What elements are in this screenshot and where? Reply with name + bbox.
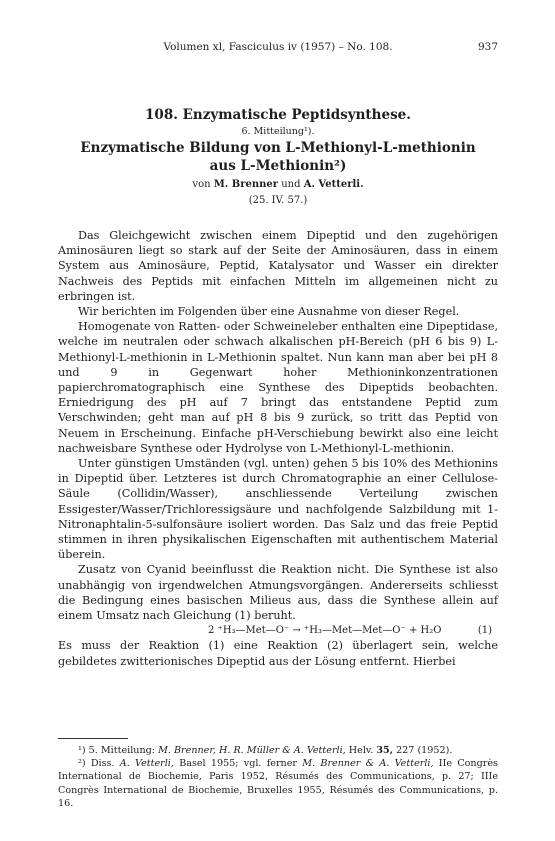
author-1: M. Brenner [213,179,279,190]
footnote-2-mid: Basel 1955; vgl. ferner [179,758,297,770]
footnote-1 [58,744,498,757]
footnote-1-authors: M. Brenner, H. R. Müller & A. Vetterli, [158,745,346,756]
footnote-1-mark: ¹) [78,745,86,756]
paragraph-3: Homogenate von Ratten- oder Schweineleber enthalten eine Dipeptidase, welche im neutralen oder schwach alkalischen pH-Bereich (pH 6 bis 9) L-Methionyl-L-methionin in L-Methionin spaltet. Nun kann man aber bei pH 8 und 9 in Gegenwart hoher Methioninkonzentrationen papierchromatographisch eine Synthese des Dipeptids beobachten. Erniedrigung des pH auf 7 bringt das entstandene Peptid zum Verschwinden; geht man auf pH 8 bis 9 zurück, so tritt das Peptid von Neuem in Erscheinung. Einfache pH-Verschiebung bewirkt also eine leicht nachweisbare Synthese oder Hydrolyse von L-Methionyl-L-methionin. [58,320,498,455]
footnote-2-label: Diss. [90,758,115,770]
article-series-note: 6. Mitteilung¹). [241,126,315,137]
footnote-2-mark: ²) [78,758,86,770]
equation-1 [58,623,498,638]
article-title: 108. Enzymatische Peptidsynthese. [145,107,411,123]
paragraph-2: Wir berichten im Folgenden über eine Ausnahme von dieser Regel. [78,305,460,319]
equation-number: (1) [477,625,492,637]
footnote-1-volume: 35, [376,745,394,756]
footnote-2-author: A. Vetterli, [119,758,174,770]
footnotes [58,744,498,810]
paragraph-5: Zusatz von Cyanid beeinflusst die Reaktion nicht. Die Synthese ist also unabhängig von irgendwelchen Atmungsvorgängen. Andererseits schliesst die Bedingung eines basischen Milieus aus, dass die Synthese allein auf einem Umsatz nach Gleichung (1) beruht. [58,563,498,623]
footnote-2-rest: IIe Congrès International de Biochemie, Paris 1952, Résumés des Communications, p. 27; IIIe Congrès International de Biochemie, Bruxelles 1955, Résumés des Communications, p. 16. [58,758,498,809]
paragraph-6: Es muss der Reaktion (1) eine Reaktion (2) überlagert sein, welche gebildetes zwitterionisches Dipeptid aus der Lösung entfernt. Hierbei [58,639,498,668]
running-header [58,40,498,54]
authors-prefix: von [192,179,211,190]
authors-and: und [281,179,301,190]
article-title-block [58,106,498,209]
equation-text: 2 ⁺H₃—Met—O⁻ → ⁺H₃—Met—Met—O⁻ + H₂O [208,625,442,637]
footnote-rule [58,738,128,739]
article-subtitle-line2: aus L-Methionin²) [209,158,347,174]
article-body [58,228,498,669]
footnote-2-authors: M. Brenner & A. Vetterli, [302,758,434,770]
article-date: (25. IV. 57.) [248,195,308,206]
footnote-1-rest: 227 (1952). [396,745,453,756]
footnote-2 [58,757,498,810]
footnote-1-journal: Helv. [348,745,374,756]
article-authors [58,177,498,193]
article-subtitle-line1: Enzymatische Bildung von L-Methionyl-L-methionin [80,140,476,156]
running-head-text: Volumen xl, Fasciculus iv (1957) – No. 108. [163,41,393,53]
paragraph-4: Unter günstigen Umständen (vgl. unten) gehen 5 bis 10% des Methionins in Dipeptid über. Letzteres ist durch Chromatographie an einer Cellulose-Säule (Collidin/Wasser), anschliessende Verteilung zwischen Essigester/Wasser/Trichloressigsäure und nachfolgende Salzbildung mit 1-Nitronaphtalin-5-sulfonsäure isoliert worden. Das Salz und das freie Peptid stimmen in ihren physikalischen Eigenschaften mit authentischem Material überein. [58,457,498,562]
footnote-1-label: 5. Mitteilung: [88,745,156,756]
author-2: A. Vetterli. [303,179,364,190]
paragraph-1: Das Gleichgewicht zwischen einem Dipeptid und den zugehörigen Aminosäuren liegt so stark auf der Seite der Aminosäuren, dass in einem System aus Aminosäure, Peptid, Katalysator und Wasser ein direkter Nachweis des Peptids mit einfachen Mitteln im allgemeinen nicht zu erbringen ist. [58,229,498,303]
page-number: 937 [477,41,498,53]
